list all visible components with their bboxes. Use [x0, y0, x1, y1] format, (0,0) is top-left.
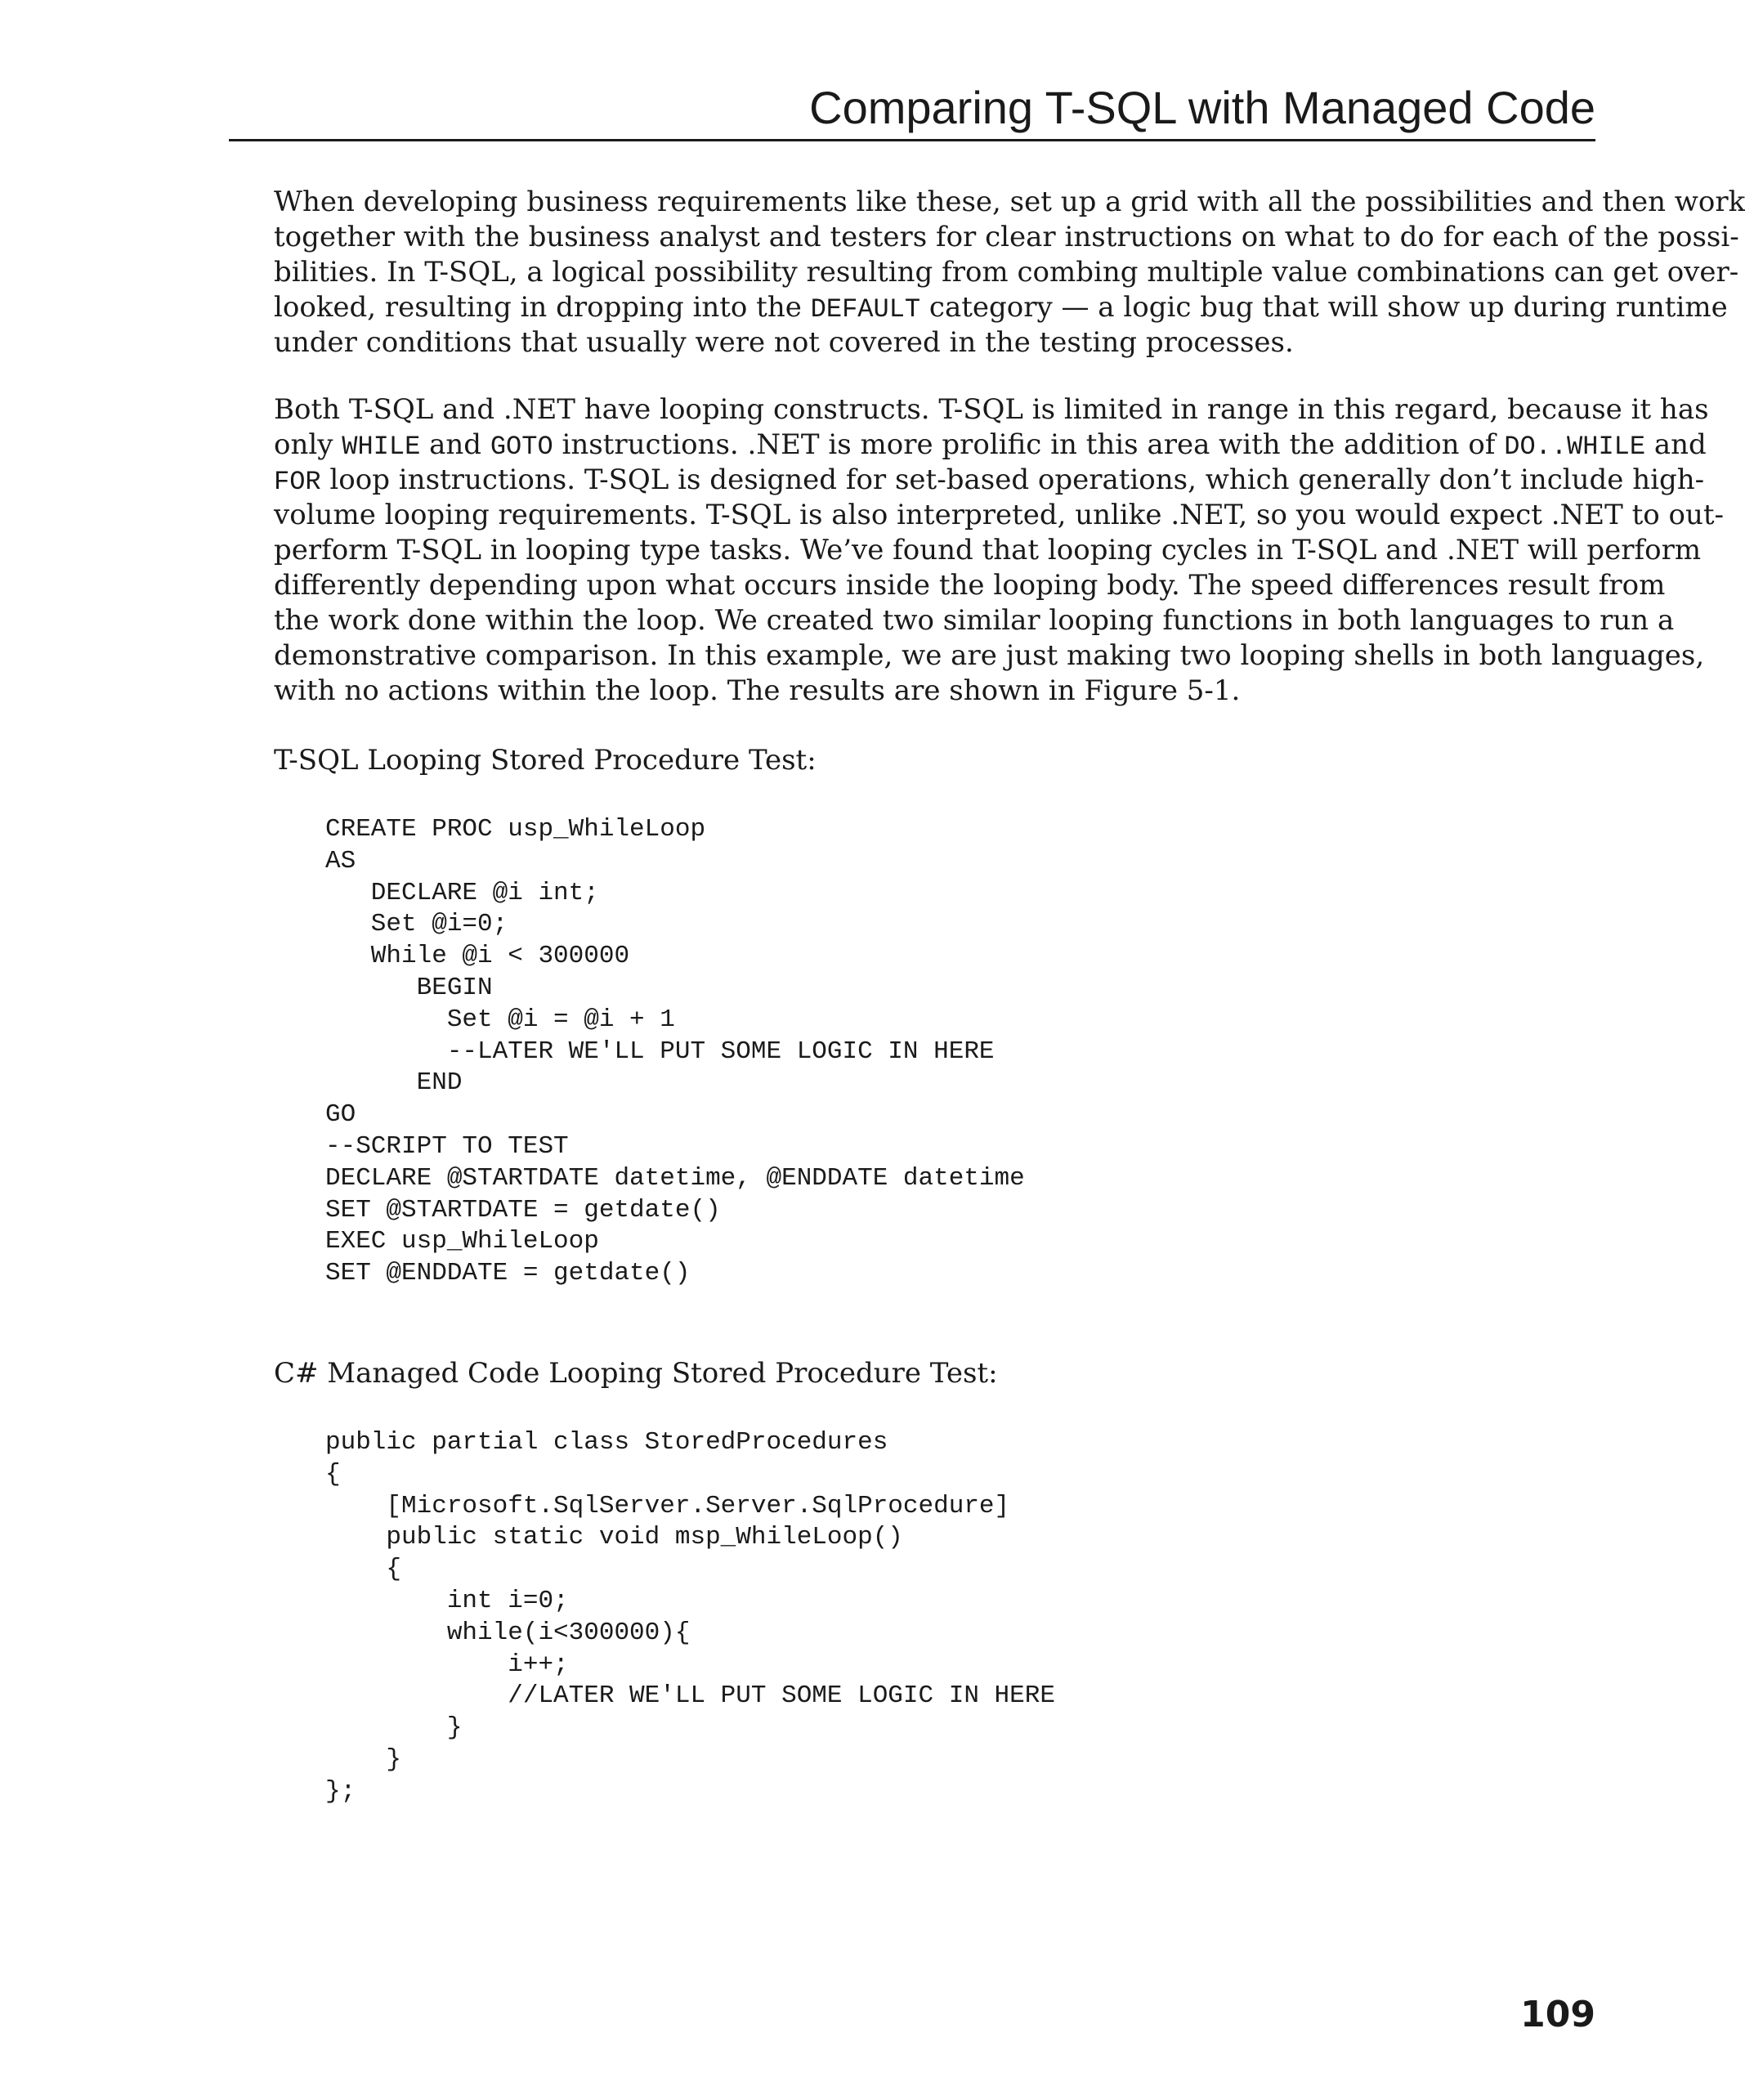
code-line: GO [325, 1100, 356, 1130]
code-line: While @i < 300000 [325, 942, 630, 971]
code-line: int i=0; [325, 1586, 569, 1615]
code-line: public partial class StoredProcedures [325, 1428, 888, 1457]
text-line: demonstrative comparison. In this example, we are just making two looping shells in both languages, [274, 639, 1705, 672]
csharp-test-label: C# Managed Code Looping Stored Procedure Test: [274, 1357, 998, 1390]
text-run: category — a logic bug that will show up during runtime [920, 291, 1728, 324]
paragraph-intro [274, 185, 1745, 360]
text-line [274, 463, 1705, 498]
text-line: under conditions that usually were not covered in the testing processes. [274, 326, 1294, 359]
code-line: //LATER WE'LL PUT SOME LOGIC IN HERE [325, 1681, 1055, 1711]
code-line: public static void msp_WhileLoop() [325, 1523, 903, 1552]
code-line: AS [325, 846, 356, 875]
inline-code: DEFAULT [810, 294, 921, 325]
text-line: volume looping requirements. T-SQL is also interpreted, unlike .NET, so you would expect .NET to out- [274, 499, 1725, 531]
code-line: { [325, 1555, 402, 1584]
code-line: Set @i = @i + 1 [325, 1005, 675, 1034]
code-line: Set @i=0; [325, 910, 508, 939]
text-run: looked, resulting in dropping into the [274, 291, 811, 324]
code-line: DECLARE @i int; [325, 878, 599, 907]
text-line: When developing business requirements like these, set up a grid with all the possibilities and then work [274, 186, 1745, 218]
code-line: BEGIN [325, 973, 493, 1002]
code-line: DECLARE @STARTDATE datetime, @ENDDATE datetime [325, 1163, 1025, 1193]
text-run: and [420, 428, 490, 461]
text-line: Both T-SQL and .NET have looping constructs. T-SQL is limited in range in this regard, because it has [274, 393, 1709, 426]
tsql-code-block [325, 814, 1025, 1290]
text-line: bilities. In T-SQL, a logical possibility resulting from combing multiple value combinations can get over- [274, 256, 1739, 289]
paragraph-looping [274, 392, 1725, 709]
code-line: EXEC usp_WhileLoop [325, 1227, 599, 1256]
code-line: END [325, 1068, 463, 1098]
text-line: the work done within the loop. We created two similar looping functions in both languages to run a [274, 604, 1675, 637]
inline-code: DO..WHILE [1504, 432, 1646, 462]
text-run: loop instructions. T-SQL is designed for set-based operations, which generally don’t include high- [320, 463, 1705, 496]
code-line: i++; [325, 1650, 569, 1679]
chapter-title: Comparing T-SQL with Managed Code [809, 82, 1595, 133]
inline-code: FOR [274, 467, 321, 497]
text-line [274, 290, 1728, 325]
code-line: CREATE PROC usp_WhileLoop [325, 815, 706, 844]
code-line: --SCRIPT TO TEST [325, 1131, 569, 1161]
text-run: and [1645, 428, 1707, 461]
text-line: perform T-SQL in looping type tasks. We’ve found that looping cycles in T-SQL and .NET will perform [274, 534, 1702, 566]
code-line: SET @ENDDATE = getdate() [325, 1259, 691, 1288]
page-number: 109 [1520, 1994, 1595, 2035]
code-line: while(i<300000){ [325, 1618, 691, 1647]
text-run: only [274, 428, 342, 461]
running-head [229, 82, 1595, 141]
code-line: [Microsoft.SqlServer.Server.SqlProcedure] [325, 1491, 1010, 1520]
code-line: } [325, 1744, 402, 1774]
tsql-test-label: T-SQL Looping Stored Procedure Test: [274, 744, 817, 777]
code-line: SET @STARTDATE = getdate() [325, 1195, 721, 1225]
inline-code: GOTO [490, 432, 553, 462]
inline-code: WHILE [342, 432, 421, 462]
text-run: instructions. .NET is more prolific in this area with the addition of [553, 428, 1505, 461]
code-line: { [325, 1459, 341, 1489]
code-line: } [325, 1713, 463, 1743]
text-line: together with the business analyst and testers for clear instructions on what to do for each of the possi- [274, 221, 1739, 253]
text-line [274, 428, 1707, 463]
text-line: differently depending upon what occurs inside the looping body. The speed differences result from [274, 569, 1666, 602]
code-line: }; [325, 1776, 356, 1806]
code-line: --LATER WE'LL PUT SOME LOGIC IN HERE [325, 1037, 995, 1066]
csharp-code-block [325, 1427, 1055, 1808]
text-line: with no actions within the loop. The results are shown in Figure 5-1. [274, 674, 1241, 707]
